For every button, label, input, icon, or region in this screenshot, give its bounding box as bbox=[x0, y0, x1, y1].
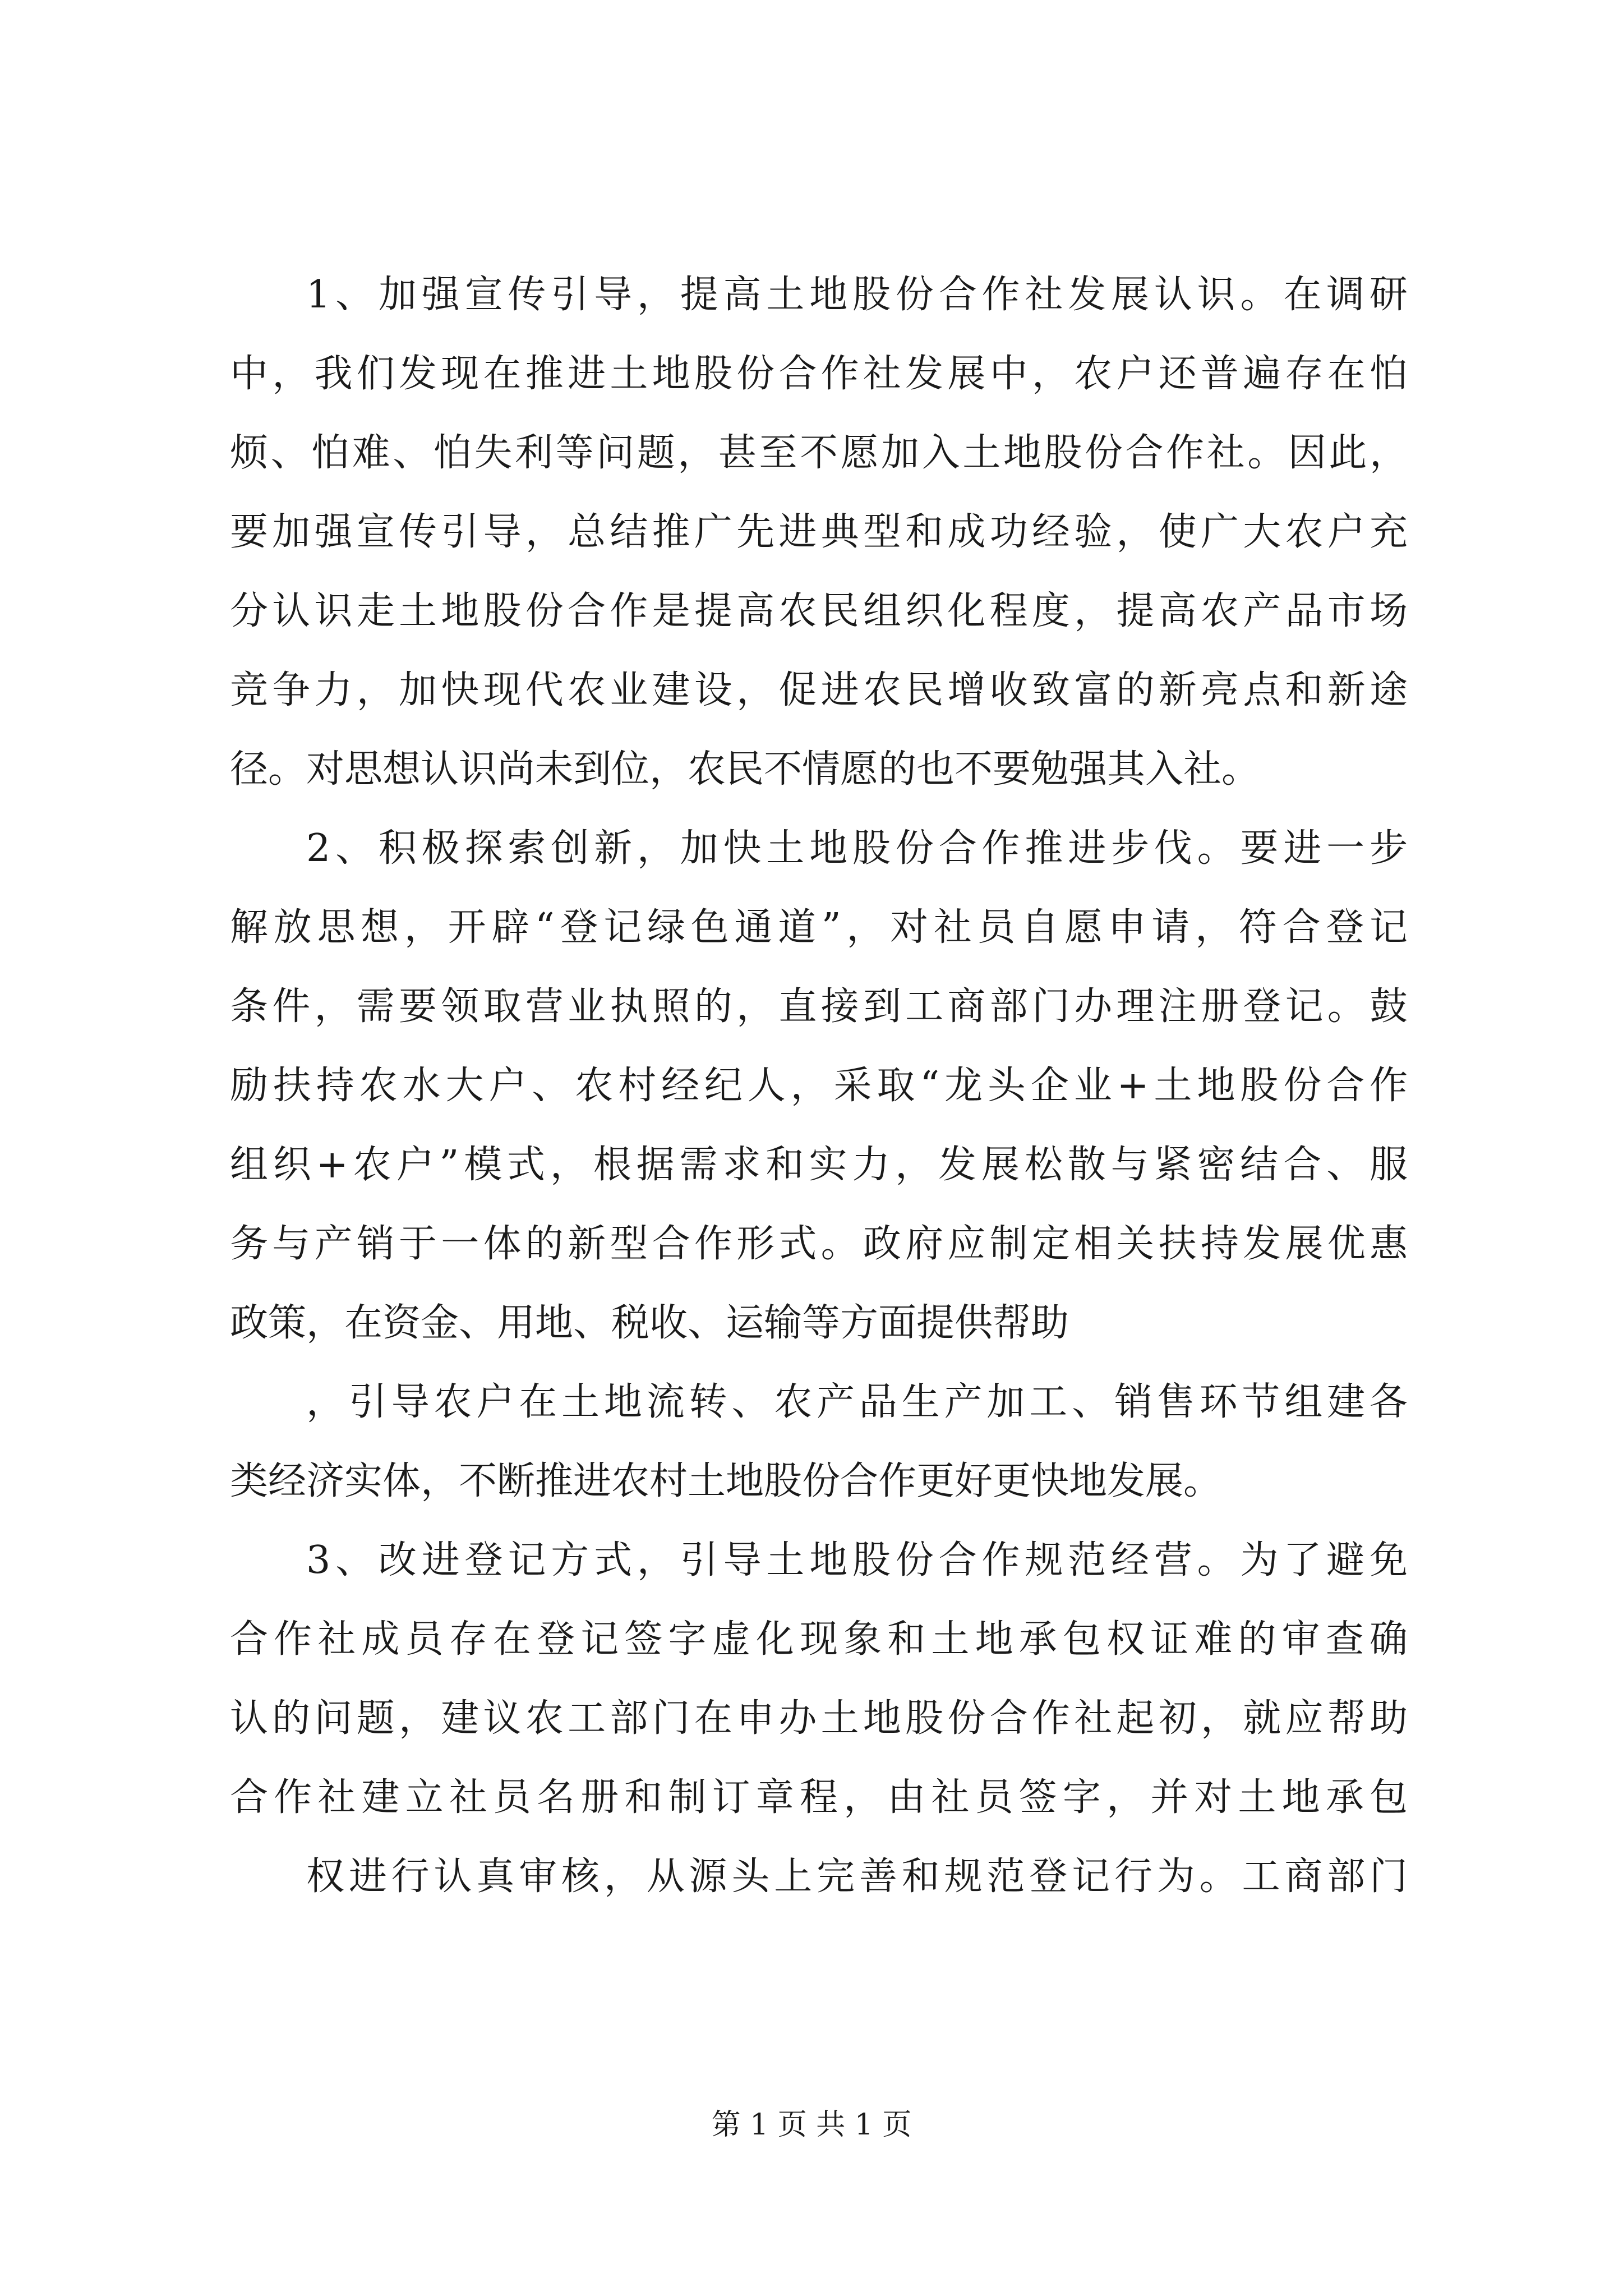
text-line: 权进行认真审核，从源头上完善和规范登记行为。工商部门 bbox=[306, 1855, 1408, 1899]
text-line: 烦、怕难、怕失利等问题，甚至不愿加入土地股份合作社。因此， bbox=[230, 431, 1408, 475]
text-line: 解放思想，开辟“登记绿色通道”，对社员自愿申请，符合登记 bbox=[230, 905, 1408, 950]
text-line: 条件，需要领取营业执照的，直接到工商部门办理注册登记。鼓 bbox=[230, 984, 1408, 1029]
text-line: 励扶持农水大户、农村经纪人，采取“龙头企业+土地股份合作 bbox=[230, 1064, 1408, 1108]
text-line: 2、积极探索创新，加快土地股份合作推进步伐。要进一步 bbox=[306, 826, 1408, 871]
page-number-footer: 第 1 页 共 1 页 bbox=[711, 2108, 912, 2142]
text-line: 政策，在资金、用地、税收、运输等方面提供帮助 bbox=[230, 1301, 1069, 1345]
text-line: 中，我们发现在推进土地股份合作社发展中，农户还普遍存在怕 bbox=[230, 352, 1408, 396]
text-line: ，引导农户在土地流转、农产品生产加工、销售环节组建各 bbox=[306, 1380, 1408, 1424]
document-body bbox=[230, 255, 1408, 1916]
text-line: 3、改进登记方式，引导土地股份合作规范经营。为了避免 bbox=[306, 1538, 1408, 1582]
text-line: 要加强宣传引导，总结推广先进典型和成功经验，使广大农户充 bbox=[230, 510, 1408, 554]
text-line: 合作社建立社员名册和制订章程，由社员签字，并对土地承包 bbox=[230, 1775, 1408, 1820]
text-line: 竞争力，加快现代农业建设，促进农民增收致富的新亮点和新途 bbox=[230, 668, 1408, 712]
text-line: 务与产销于一体的新型合作形式。政府应制定相关扶持发展优惠 bbox=[230, 1222, 1408, 1266]
text-line: 类经济实体，不断推进农村土地股份合作更好更快地发展。 bbox=[230, 1459, 1222, 1503]
text-line: 认的问题，建议农工部门在申办土地股份合作社起初，就应帮助 bbox=[230, 1696, 1408, 1741]
text-line: 合作社成员存在登记签字虚化现象和土地承包权证难的审查确 bbox=[230, 1617, 1408, 1662]
text-line: 分认识走土地股份合作是提高农民组织化程度，提高农产品市场 bbox=[230, 589, 1408, 633]
text-line: 径。对思想认识尚未到位，农民不情愿的也不要勉强其入社。 bbox=[230, 747, 1260, 792]
text-line: 组织+农户”模式，根据需求和实力，发展松散与紧密结合、服 bbox=[230, 1143, 1408, 1187]
text-line: 1、加强宣传引导，提高土地股份合作社发展认识。在调研 bbox=[306, 273, 1408, 317]
